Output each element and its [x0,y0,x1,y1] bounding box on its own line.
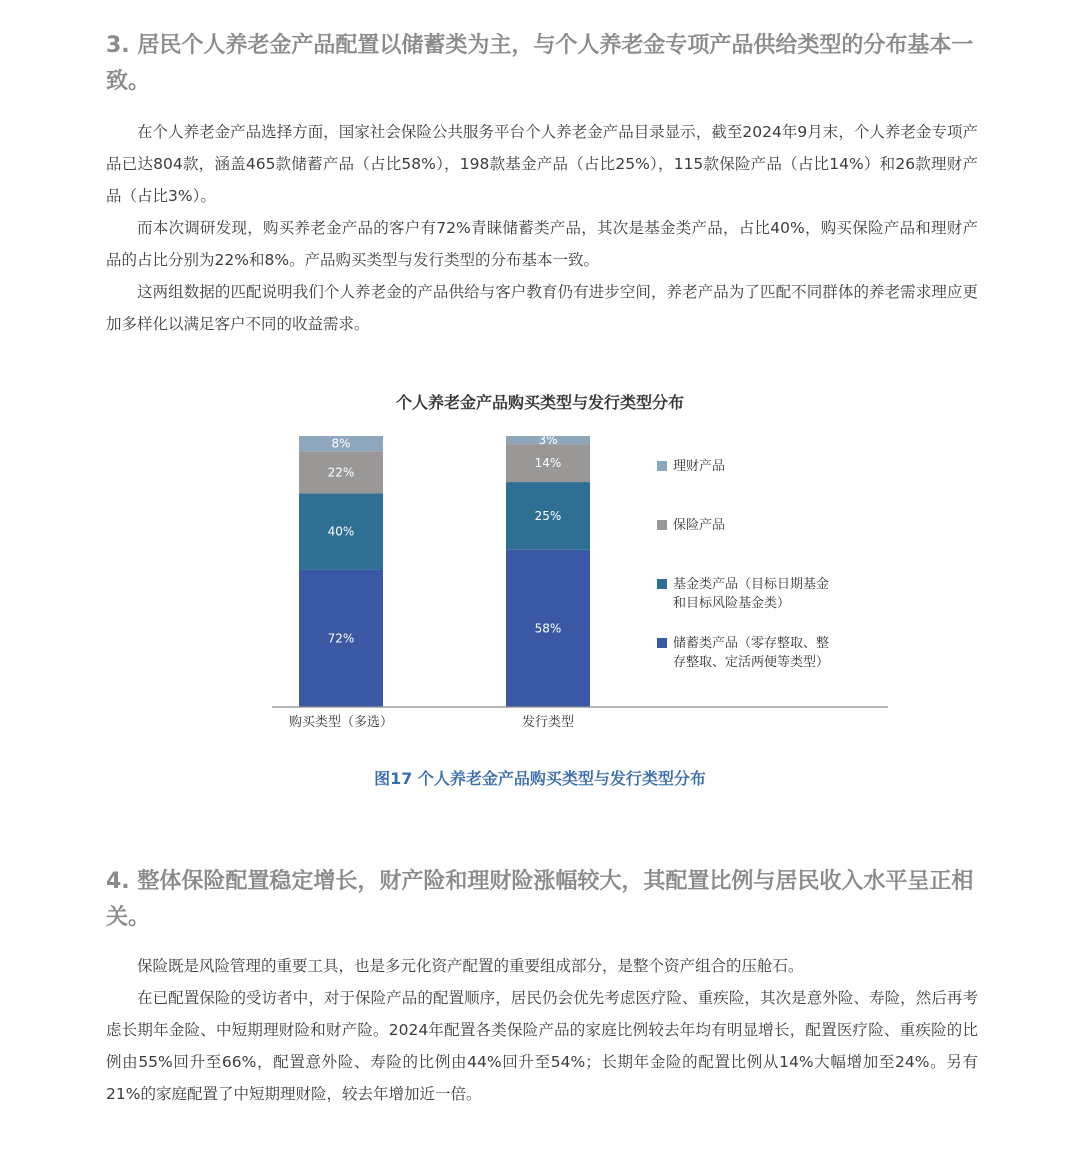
section3-paragraph: 而本次调研发现，购买养老金产品的客户有72%青睐储蓄类产品，其次是基金类产品，占比40%，购买保险产品和理财产品的占比分别为22%和8%。产品购买类型与发行类型的分布基本一致。 [106,219,978,269]
legend-swatch [657,520,667,530]
legend-label: 理财产品 [673,459,726,474]
legend-swatch [657,638,667,648]
section4-heading: 4. 整体保险配置稳定增长，财产险和理财险涨幅较大，其配置比例与居民收入水平呈正相关。 [106,869,974,930]
bar-data-label: 40% [327,524,355,539]
chart-legend [657,458,829,670]
section3-body [106,116,978,340]
legend-label: 存整取、定活两便等类型） [673,655,830,670]
section3-paragraph: 在个人养老金产品选择方面，国家社会保险公共服务平台个人养老金产品目录显示，截至2024年9月末，个人养老金专项产品已达804款，涵盖465款储蓄产品（占比58%），198款基金产品（占比25%），115款保险产品（占比14%）和26款理财产品（占比3%）。 [106,123,978,205]
bar-data-label: 72% [327,631,355,646]
bar-data-label: 58% [534,621,562,636]
figure-caption: 图17 个人养老金产品购买类型与发行类型分布 [374,769,706,788]
stacked-bar-chart [0,380,1080,740]
chart-title: 个人养老金产品购买类型与发行类型分布 [395,393,685,412]
legend-label: 储蓄类产品（零存整取、整 [673,636,830,651]
bar-data-label: 22% [327,465,355,480]
section3-paragraph: 这两组数据的匹配说明我们个人养老金的产品供给与客户教育仍有进步空间，养老产品为了匹配不同群体的养老需求理应更加多样化以满足客户不同的收益需求。 [106,283,978,333]
section4-body [106,950,978,1110]
legend-label: 和目标风险基金类） [673,596,791,611]
legend-swatch [657,461,667,471]
legend-label: 保险产品 [673,518,726,533]
section4-paragraph: 保险既是风险管理的重要工具，也是多元化资产配置的重要组成部分，是整个资产组合的压舱石。 [137,957,804,975]
bar-data-label: 25% [534,508,562,523]
bar-data-label: 3% [538,433,558,448]
x-tick-label: 发行类型 [521,715,575,730]
bar-data-label: 14% [534,456,562,471]
x-tick-label: 购买类型（多选） [288,715,394,730]
bar-data-label: 8% [331,436,351,451]
legend-label: 基金类产品（目标日期基金 [673,577,830,592]
legend-swatch [657,579,667,589]
section4-paragraph: 在已配置保险的受访者中，对于保险产品的配置顺序，居民仍会优先考虑医疗险、重疾险，其次是意外险、寿险，然后再考虑长期年金险、中短期理财险和财产险。2024年配置各类保险产品的家庭比例较去年均有明显增长，配置医疗险、重疾险的比例由55%回升至66%，配置意外险、寿险的比例由44%回升至54%；长期年金险的配置比例从14%大幅增加至24%。另有21%的家庭配置了中短期理财险，较去年增加近一倍。 [106,989,978,1103]
section3-heading: 3. 居民个人养老金产品配置以储蓄类为主，与个人养老金专项产品供给类型的分布基本一致。 [106,33,974,94]
